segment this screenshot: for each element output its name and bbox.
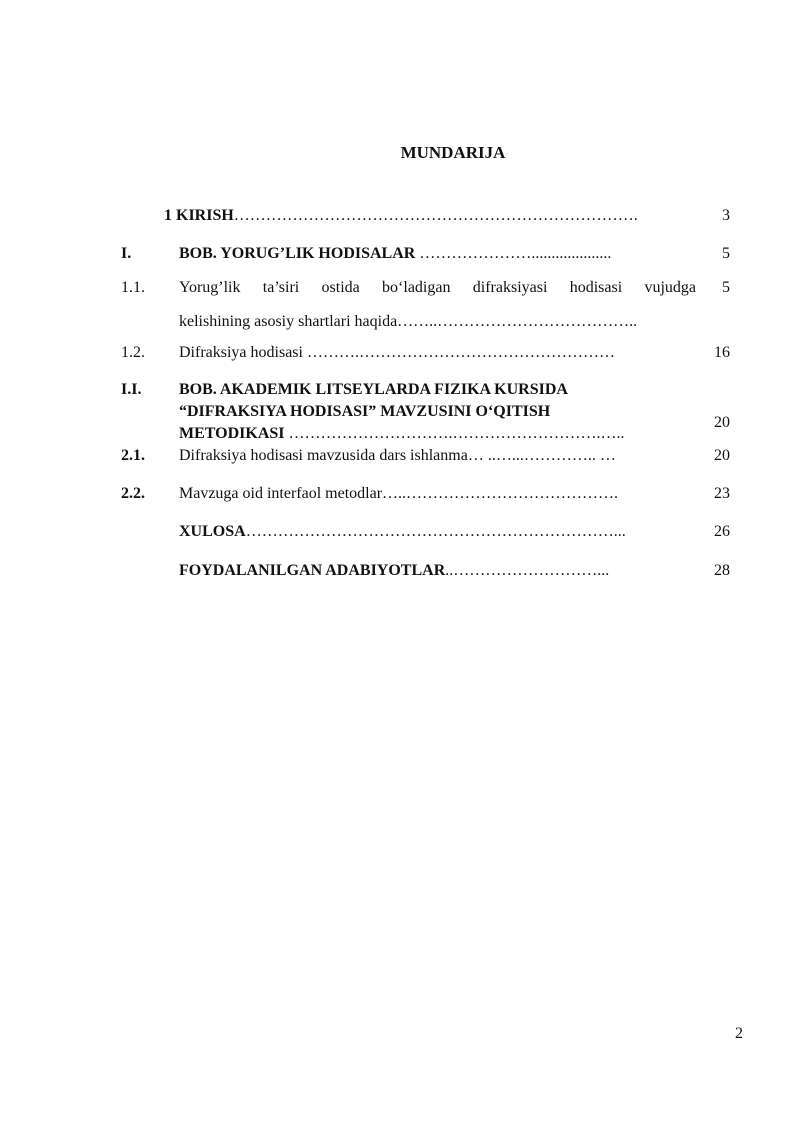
toc-entry-xulosa [179, 523, 626, 541]
page-number: 2 [735, 1025, 743, 1042]
toc-entry-bob-2-line-3 [179, 425, 625, 443]
toc-page-number: 5 [722, 245, 730, 262]
toc-entry-kirish [164, 207, 638, 225]
toc-entry-bob-1 [179, 245, 611, 263]
toc-section-number: 1.2. [121, 344, 145, 361]
toc-label: 1 KIRISH [164, 207, 234, 224]
toc-page-number: 5 [722, 279, 730, 296]
toc-label: Difraksiya hodisasi [179, 344, 303, 361]
toc-section-number: I. [121, 245, 132, 262]
toc-page-number: 28 [714, 562, 730, 579]
toc-section-number: 1.1. [121, 279, 145, 296]
toc-page-number: 23 [714, 485, 730, 502]
toc-label: XULOSA [179, 523, 246, 540]
toc-label: METODIKASI [179, 425, 285, 442]
toc-leader-dots: ……………………………………………………………... [245, 523, 626, 540]
toc-entry-1-1-line-1: Yorug’lik ta’siri ostida bo‘ladigan difraksiyasi hodisasi vujudga [179, 279, 696, 296]
toc-entry-1-1-line-2: kelishining asosiy shartlari haqida……..……………………………….. [179, 313, 638, 330]
toc-page-number: 26 [714, 523, 730, 540]
toc-entry-1-2 [179, 344, 615, 362]
toc-leader-dots: ……….………………………………………… [302, 344, 615, 361]
toc-page-number: 20 [714, 414, 730, 431]
toc-label: BOB. YORUG’LIK HODISALAR [179, 245, 416, 262]
toc-entry-adabiyotlar [179, 562, 609, 580]
toc-page-number: 16 [714, 344, 730, 361]
toc-entry-bob-2-line-1: BOB. AKADEMIK LITSEYLARDA FIZIKA KURSIDA [179, 381, 568, 398]
toc-entry-2-1: Difraksiya hodisasi mavzusida dars ishlanma… ..…...………….. … [179, 447, 616, 464]
page-title: MUNDARIJA [400, 143, 506, 162]
toc-section-number: 2.1. [121, 447, 145, 464]
toc-entry-bob-2-line-2: “DIFRAKSIYA HODISASI” MAVZUSINI O‘QITISH [179, 403, 551, 420]
toc-leader-dots: ………………….................... [415, 245, 612, 262]
toc-leader-dots: ………………………….……………………….….. [284, 425, 625, 442]
toc-page-number: 3 [722, 207, 730, 224]
toc-label: FOYDALANILGAN ADABIYOTLAR [179, 562, 446, 579]
toc-leader-dots: ..………………………... [445, 562, 610, 579]
toc-entry-2-2: Mavzuga oid interfaol metodlar…..…………………………………. [179, 485, 619, 502]
toc-section-number: 2.2. [121, 485, 145, 502]
toc-leader-dots: …………………………………………………………………. [233, 207, 638, 224]
toc-section-number: I.I. [121, 381, 142, 398]
toc-page-number: 20 [714, 447, 730, 464]
